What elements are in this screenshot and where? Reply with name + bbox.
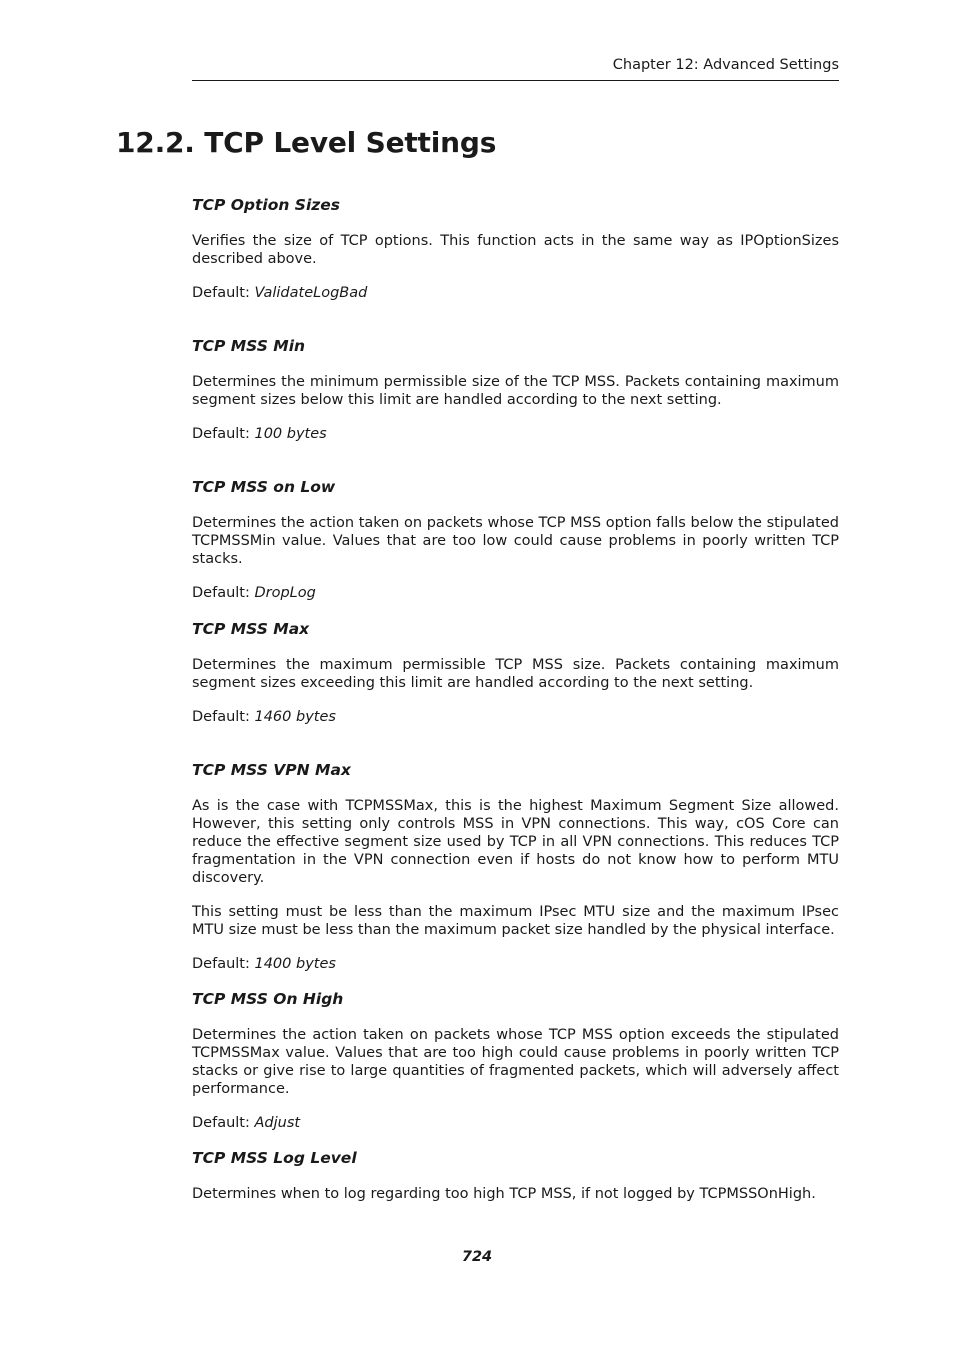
setting-heading: TCP MSS VPN Max (192, 761, 351, 779)
setting-tcp-mss-on-high (192, 990, 839, 1132)
setting-tcp-mss-log-level (192, 1149, 839, 1203)
chapter-title: Chapter 12: Advanced Settings (612, 57, 839, 73)
default-label: Default: (192, 585, 255, 601)
setting-tcp-mss-max (192, 620, 839, 726)
setting-default (192, 584, 839, 602)
default-label: Default: (192, 426, 255, 442)
setting-heading: TCP MSS Max (192, 620, 310, 638)
setting-description: Determines the maximum permissible TCP MSS size. Packets containing maximum segment sizes exceeding this limit are handled according to the next setting. (192, 657, 839, 691)
running-header (192, 56, 839, 81)
setting-tcp-mss-vpn-max (192, 761, 839, 973)
setting-description: Determines the minimum permissible size of the TCP MSS. Packets containing maximum segment sizes below this limit are handled according to the next setting. (192, 374, 839, 408)
default-value: ValidateLogBad (254, 285, 368, 301)
setting-default (192, 1114, 839, 1132)
default-value: DropLog (254, 585, 316, 601)
setting-tcp-option-sizes (192, 196, 839, 302)
setting-default (192, 284, 839, 302)
default-value: Adjust (254, 1115, 301, 1131)
section-title: 12.2. TCP Level Settings (116, 126, 497, 159)
setting-description: As is the case with TCPMSSMax, this is the highest Maximum Segment Size allowed. However, this setting only controls MSS in VPN connections. This way, cOS Core can reduce the effective segment size used by TCP in all VPN connections. This reduces TCP fragmentation in the VPN connection even if hosts do not know how to perform MTU discovery. (192, 798, 839, 886)
setting-default (192, 708, 839, 726)
setting-description: Determines the action taken on packets whose TCP MSS option falls below the stipulated TCPMSSMin value. Values that are too low could cause problems in poorly written TCP stacks. (192, 515, 839, 567)
default-label: Default: (192, 709, 255, 725)
default-label: Default: (192, 1115, 255, 1131)
default-value: 1460 bytes (254, 709, 336, 725)
setting-default (192, 425, 839, 443)
setting-description: Verifies the size of TCP options. This function acts in the same way as IPOptionSizes described above. (192, 233, 839, 267)
default-label: Default: (192, 285, 255, 301)
setting-heading: TCP MSS on Low (192, 478, 336, 496)
setting-tcp-mss-on-low (192, 478, 839, 602)
default-label: Default: (192, 956, 255, 972)
setting-description: Determines when to log regarding too high TCP MSS, if not logged by TCPMSSOnHigh. (192, 1186, 816, 1202)
default-value: 1400 bytes (254, 956, 336, 972)
setting-tcp-mss-min (192, 337, 839, 443)
setting-description: This setting must be less than the maximum IPsec MTU size and the maximum IPsec MTU size must be less than the maximum packet size handled by the physical interface. (192, 904, 839, 938)
default-value: 100 bytes (254, 426, 327, 442)
page-number: 724 (461, 1249, 493, 1265)
setting-heading: TCP MSS Min (192, 337, 306, 355)
setting-default (192, 955, 839, 973)
setting-description: Determines the action taken on packets whose TCP MSS option exceeds the stipulated TCPMSSMax value. Values that are too high could cause problems in poorly written TCP stacks or give rise to large quantities of fragmented packets, which will adversely affect performance. (192, 1027, 839, 1097)
setting-heading: TCP Option Sizes (192, 196, 341, 214)
setting-heading: TCP MSS Log Level (192, 1149, 357, 1167)
setting-heading: TCP MSS On High (192, 990, 344, 1008)
